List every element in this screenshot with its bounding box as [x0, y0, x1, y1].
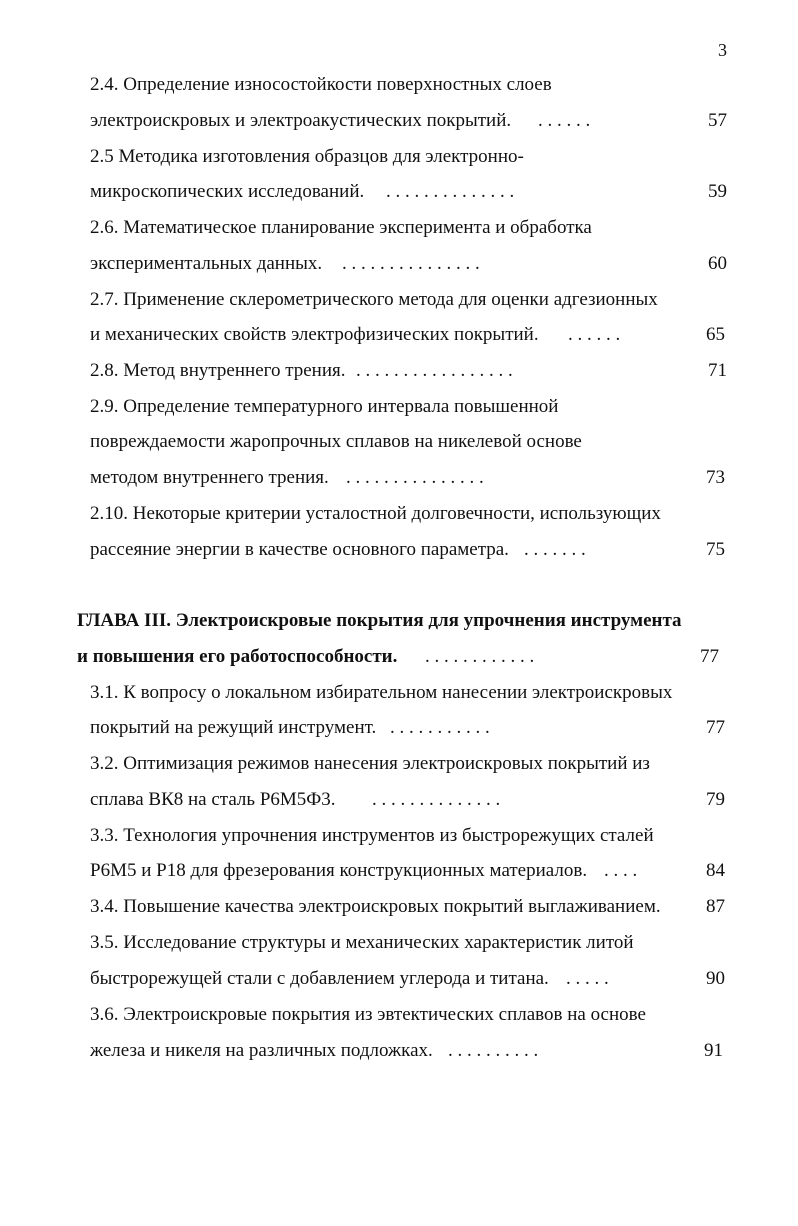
- toc-dots: . . . . . . . . . .: [448, 1040, 539, 1061]
- toc-dots: . . . .: [604, 860, 638, 881]
- toc-line: 2.4. Определение износостойкости поверхностных слоев: [90, 74, 552, 95]
- toc-line: 3.3. Технология упрочнения инструментов из быстрорежущих сталей: [90, 825, 654, 846]
- toc-line: сплава ВК8 на сталь Р6М5Ф3.: [90, 789, 336, 810]
- toc-line: микроскопических исследований.: [90, 181, 365, 202]
- toc-page: 91: [704, 1040, 723, 1061]
- toc-line: покрытий на режущий инструмент.: [90, 717, 377, 738]
- toc-page: 59: [708, 181, 727, 202]
- toc-page: 57: [708, 110, 727, 131]
- toc-page: 71: [708, 360, 727, 381]
- toc-page: 77: [700, 646, 719, 667]
- toc-line: 2.6. Математическое планирование эксперимента и обработка: [90, 217, 592, 238]
- toc-line: 2.7. Применение склерометрического метода для оценки адгезионных: [90, 289, 658, 310]
- toc-line: Р6М5 и Р18 для фрезерования конструкционных материалов.: [90, 860, 588, 881]
- toc-dots: . . . . . . . . . . .: [390, 717, 490, 738]
- toc-line: 3.5. Исследование структуры и механических характеристик литой: [90, 932, 634, 953]
- toc-page: 90: [706, 968, 725, 989]
- chapter-title-line: и повышения его работоспособности.: [77, 646, 398, 667]
- toc-line: 2.10. Некоторые критерии усталостной долговечности, использующих: [90, 503, 661, 524]
- toc-line: быстрорежущей стали с добавлением углерода и титана.: [90, 968, 549, 989]
- toc-line: 2.9. Определение температурного интервала повышенной: [90, 396, 559, 417]
- toc-page: 79: [706, 789, 725, 810]
- toc-line: 3.2. Оптимизация режимов нанесения электроискровых покрытий из: [90, 753, 650, 774]
- toc-page: 75: [706, 539, 725, 560]
- toc-dots: . . . . . . . . . . . . . . . . .: [356, 360, 513, 381]
- toc-dots: . . . . . . .: [524, 539, 586, 560]
- toc-line: экспериментальных данных.: [90, 253, 323, 274]
- toc-page: 87: [706, 896, 725, 917]
- toc-dots: . . . . . .: [568, 324, 621, 345]
- chapter-title-line: ГЛАВА III. Электроискровые покрытия для упрочнения инструмента: [77, 610, 682, 631]
- toc-page: 60: [708, 253, 727, 274]
- toc-dots: . . . . . .: [538, 110, 591, 131]
- toc-dots: . . . . . . . . . . . .: [425, 646, 535, 667]
- toc-line: 3.6. Электроискровые покрытия из эвтектических сплавов на основе: [90, 1004, 646, 1025]
- toc-line: методом внутреннего трения.: [90, 467, 329, 488]
- toc-line: рассеяние энергии в качестве основного параметра.: [90, 539, 509, 560]
- toc-page: 77: [706, 717, 725, 738]
- toc-line: 2.8. Метод внутреннего трения.: [90, 360, 346, 381]
- toc-line: железа и никеля на различных подложках.: [90, 1040, 433, 1061]
- toc-line: 3.1. К вопросу о локальном избирательном нанесении электроискровых: [90, 682, 673, 703]
- toc-page: 84: [706, 860, 725, 881]
- toc-line: 2.5 Методика изготовления образцов для электронно-: [90, 146, 524, 167]
- toc-page: 65: [706, 324, 725, 345]
- toc-dots: . . . . . . . . . . . . . .: [372, 789, 501, 810]
- toc-line: и механических свойств электрофизических покрытий.: [90, 324, 539, 345]
- toc-line: 3.4. Повышение качества электроискровых покрытий выглаживанием.: [90, 896, 661, 917]
- page-number: 3: [718, 40, 727, 60]
- toc-dots: . . . . . . . . . . . . . .: [386, 181, 515, 202]
- toc-line: повреждаемости жаропрочных сплавов на никелевой основе: [90, 431, 582, 452]
- toc-dots: . . . . . . . . . . . . . . .: [346, 467, 484, 488]
- toc-line: электроискровых и электроакустических покрытий.: [90, 110, 512, 131]
- toc-page: 73: [706, 467, 725, 488]
- toc-dots: . . . . . . . . . . . . . . .: [342, 253, 480, 274]
- toc-dots: . . . . .: [566, 968, 609, 989]
